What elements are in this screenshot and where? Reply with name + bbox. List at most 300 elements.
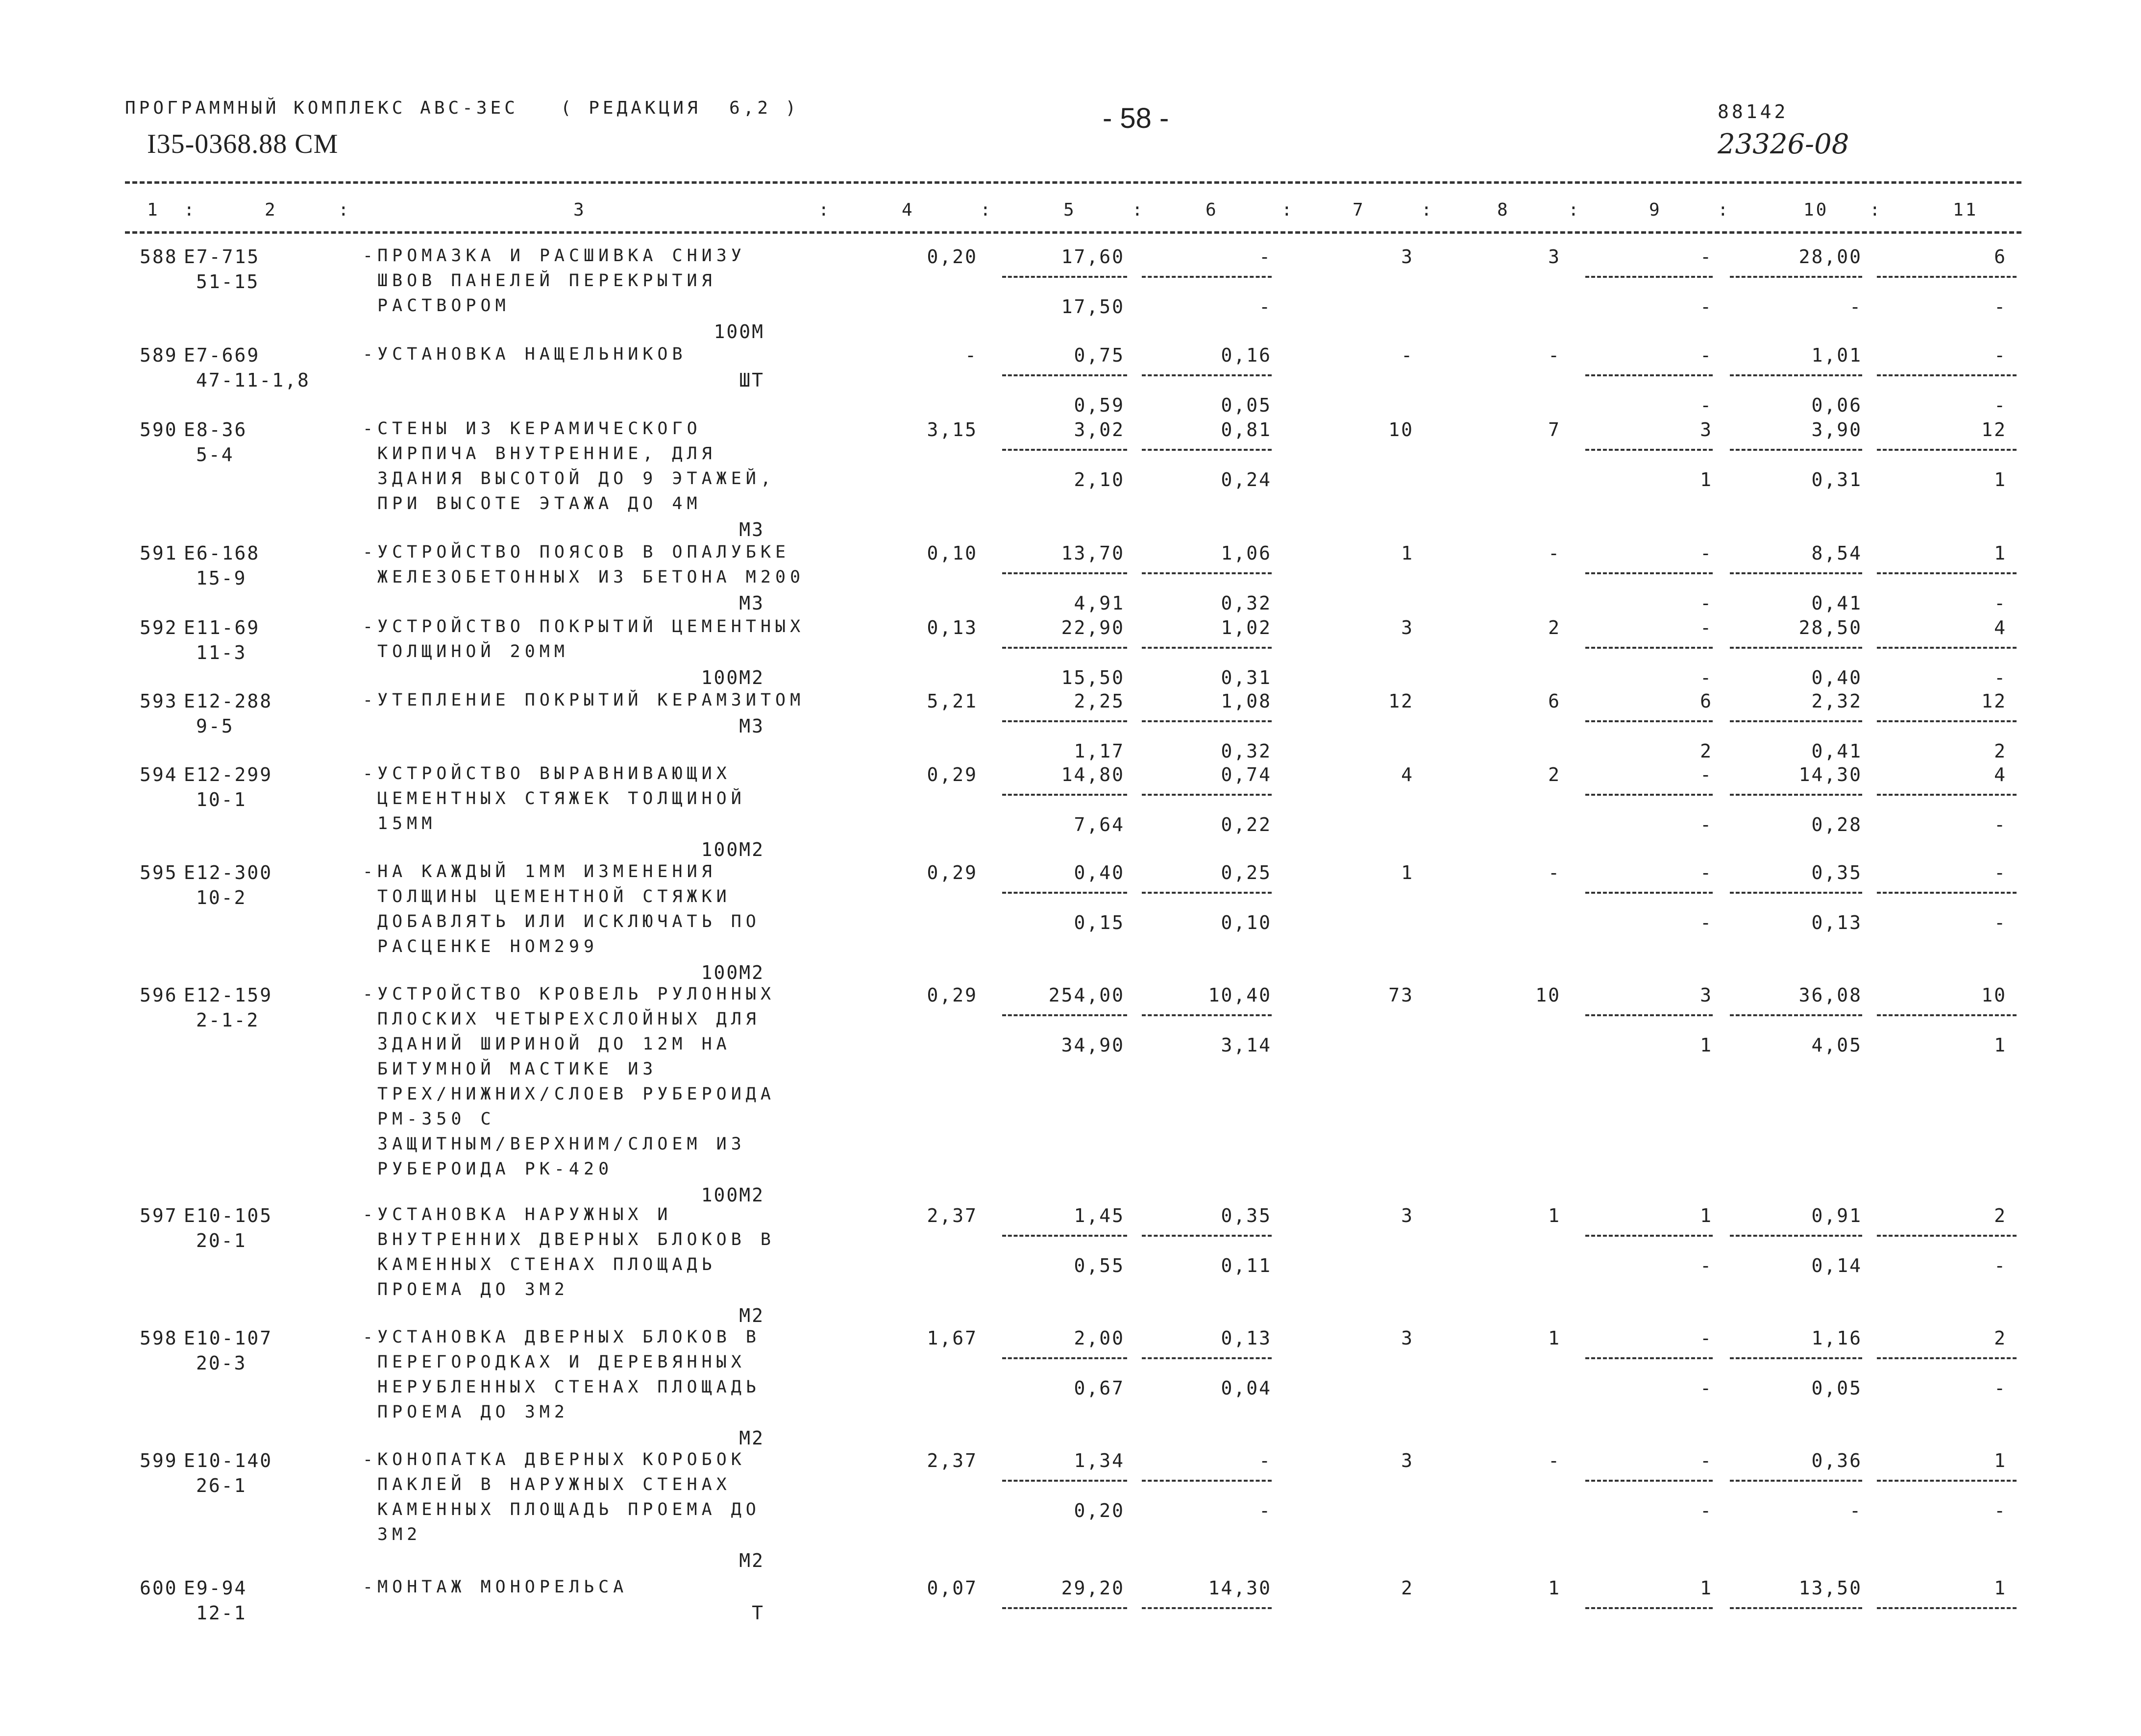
column-header-10: 10: [1803, 200, 1829, 220]
col-5-lower-value: 17,50: [1061, 296, 1125, 318]
column-separator: :: [980, 200, 991, 220]
col-9-value: -: [1700, 617, 1713, 638]
col-5-value: 29,20: [1061, 1577, 1125, 1599]
work-description-line: РАСЦЕНКЕ НОМ299: [377, 937, 599, 956]
value-separator-line: [1877, 374, 2017, 376]
header-bottom-rule: [125, 231, 2021, 234]
row-number: 593: [140, 690, 178, 712]
header-top-rule: [125, 181, 2021, 184]
rate-code: 10-1: [196, 789, 247, 810]
value-separator-line: [1002, 1607, 1127, 1609]
value-separator-line: [1877, 572, 2017, 574]
col-9-value: 3: [1700, 984, 1713, 1006]
work-description-line: ЗДАНИЙ ШИРИНОЙ ДО 12М НА: [377, 1034, 731, 1054]
col-11-value: -: [1994, 344, 2007, 366]
col-7-value: 73: [1388, 984, 1414, 1006]
work-description-line: РУБЕРОИДА РК-420: [377, 1159, 614, 1179]
unit-of-measure: М2: [739, 1305, 764, 1326]
col-10-value: 1,16: [1811, 1327, 1862, 1349]
col-11-lower-value: 1: [1994, 1034, 2007, 1056]
column-separator: :: [338, 200, 349, 220]
col-5-lower-value: 0,55: [1074, 1255, 1125, 1276]
col-8-value: 2: [1548, 764, 1561, 785]
rate-code: Е12-299: [184, 764, 273, 785]
col-7-value: 3: [1401, 1327, 1414, 1349]
col-7-value: 12: [1388, 690, 1414, 712]
col-10-value: 28,50: [1798, 617, 1862, 638]
value-separator-line: [1730, 1235, 1862, 1237]
unit-of-measure: М2: [739, 1427, 764, 1449]
column-header-5: 5: [1063, 200, 1076, 220]
col-6-value: 10,40: [1208, 984, 1272, 1006]
col-6-value: 0,81: [1221, 419, 1272, 440]
work-description-line: ДОБАВЛЯТЬ ИЛИ ИСКЛЮЧАТЬ ПО: [377, 912, 761, 931]
col-5-lower-value: 0,20: [1074, 1500, 1125, 1521]
col-5-value: 2,25: [1074, 690, 1125, 712]
value-separator-line: [1730, 1014, 1862, 1016]
col-6-value: 1,08: [1221, 690, 1272, 712]
col-5-value: 1,34: [1074, 1450, 1125, 1471]
rate-code: Е8-36: [184, 419, 247, 440]
rate-code: 9-5: [196, 715, 234, 737]
unit-of-measure: М3: [739, 592, 764, 614]
row-number: 588: [140, 246, 178, 268]
work-description-line: ПАКЛЕЙ В НАРУЖНЫХ СТЕНАХ: [377, 1475, 731, 1494]
col-5-lower-value: 34,90: [1061, 1034, 1125, 1056]
work-description-line: ПЕРЕГОРОДКАХ И ДЕРЕВЯННЫХ: [377, 1352, 746, 1372]
row-number: 600: [140, 1577, 178, 1599]
col-9-value: 1: [1700, 1205, 1713, 1226]
col-8-value: 7: [1548, 419, 1561, 440]
col-10-value: 13,50: [1798, 1577, 1862, 1599]
value-separator-line: [1142, 374, 1272, 376]
value-separator-line: [1585, 720, 1713, 722]
program-title: ПРОГРАММНЫЙ КОМПЛЕКС АВС-ЗЕС ( РЕДАКЦИЯ 6,2 ): [125, 98, 800, 118]
col-10-value: 28,00: [1798, 246, 1862, 268]
col-11-lower-value: -: [1994, 912, 2007, 933]
col-8-value: 1: [1548, 1205, 1561, 1226]
col-4-value: 2,37: [927, 1205, 978, 1226]
col-6-lower-value: 0,32: [1221, 740, 1272, 762]
unit-of-measure: 100М2: [701, 962, 764, 983]
work-description-line: НЕРУБЛЕННЫХ СТЕНАХ ПЛОЩАДЬ: [377, 1377, 761, 1397]
col-4-value: 0,20: [927, 246, 978, 268]
col-6-lower-value: 0,24: [1221, 469, 1272, 490]
rate-code: 47-11-1,8: [196, 369, 310, 391]
work-description-line: КАМЕННЫХ ПЛОЩАДЬ ПРОЕМА ДО: [377, 1500, 761, 1519]
column-header-11: 11: [1953, 200, 1978, 220]
row-number: 589: [140, 344, 178, 366]
col-9-lower-value: -: [1700, 667, 1713, 688]
col-9-value: 6: [1700, 690, 1713, 712]
column-separator: :: [1568, 200, 1579, 220]
row-number: 590: [140, 419, 178, 440]
value-separator-line: [1585, 572, 1713, 574]
value-separator-line: [1002, 449, 1127, 451]
value-separator-line: [1877, 1014, 2017, 1016]
col-10-lower-value: 0,06: [1811, 394, 1862, 416]
rate-code: Е10-140: [184, 1450, 273, 1471]
col-9-lower-value: -: [1700, 912, 1713, 933]
value-separator-line: [1877, 1480, 2017, 1482]
column-separator: :: [1281, 200, 1292, 220]
rate-code: Е10-107: [184, 1327, 273, 1349]
col-6-lower-value: 0,22: [1221, 814, 1272, 835]
col-11-value: 4: [1994, 764, 2007, 785]
col-10-value: 0,35: [1811, 862, 1862, 883]
col-11-lower-value: -: [1994, 394, 2007, 416]
value-separator-line: [1730, 1607, 1862, 1609]
col-5-lower-value: 0,67: [1074, 1377, 1125, 1399]
rate-code: Е12-300: [184, 862, 273, 883]
value-separator-line: [1585, 892, 1713, 894]
col-6-value: 0,13: [1221, 1327, 1272, 1349]
col-7-value: 10: [1388, 419, 1414, 440]
col-9-value: -: [1700, 1327, 1713, 1349]
work-description-line: -УСТАНОВКА НАЩЕЛЬНИКОВ: [363, 344, 687, 364]
col-10-lower-value: 0,41: [1811, 592, 1862, 614]
col-9-lower-value: 1: [1700, 469, 1713, 490]
value-separator-line: [1002, 1480, 1127, 1482]
col-5-value: 0,75: [1074, 344, 1125, 366]
col-11-value: 1: [1994, 542, 2007, 564]
value-separator-line: [1585, 276, 1713, 278]
col-6-lower-value: -: [1259, 296, 1272, 318]
value-separator-line: [1730, 374, 1862, 376]
col-11-value: 6: [1994, 246, 2007, 268]
value-separator-line: [1730, 892, 1862, 894]
rate-code: Е12-159: [184, 984, 273, 1006]
col-5-lower-value: 0,15: [1074, 912, 1125, 933]
work-description-line: ВНУТРЕННИХ ДВЕРНЫХ БЛОКОВ В: [377, 1230, 775, 1249]
work-description-line: ТРЕХ/НИЖНИХ/СЛОЕВ РУБЕРОИДА: [377, 1084, 775, 1104]
col-10-value: 2,32: [1811, 690, 1862, 712]
col-10-lower-value: 0,14: [1811, 1255, 1862, 1276]
col-11-value: 1: [1994, 1577, 2007, 1599]
value-separator-line: [1585, 449, 1713, 451]
work-description-line: ЦЕМЕНТНЫХ СТЯЖЕК ТОЛЩИНОЙ: [377, 789, 746, 808]
col-6-value: -: [1259, 246, 1272, 268]
col-5-lower-value: 7,64: [1074, 814, 1125, 835]
col-8-value: 6: [1548, 690, 1561, 712]
column-separator: :: [1132, 200, 1143, 220]
col-9-lower-value: -: [1700, 814, 1713, 835]
col-9-value: -: [1700, 542, 1713, 564]
column-separator: :: [1870, 200, 1880, 220]
work-description-line: ТОЛЩИНЫ ЦЕМЕНТНОЙ СТЯЖКИ: [377, 887, 731, 906]
value-separator-line: [1002, 276, 1127, 278]
col-4-value: 0,07: [927, 1577, 978, 1599]
col-11-lower-value: -: [1994, 1500, 2007, 1521]
handwritten-number: 23326-08: [1718, 128, 1849, 160]
column-separator: :: [818, 200, 829, 220]
col-6-value: 0,25: [1221, 862, 1272, 883]
value-separator-line: [1877, 449, 2017, 451]
unit-of-measure: М3: [739, 715, 764, 737]
column-header-8: 8: [1497, 200, 1510, 220]
column-header-4: 4: [902, 200, 914, 220]
value-separator-line: [1002, 1357, 1127, 1359]
col-5-lower-value: 1,17: [1074, 740, 1125, 762]
col-6-value: 1,02: [1221, 617, 1272, 638]
col-10-value: 36,08: [1798, 984, 1862, 1006]
work-description-line: -УСТАНОВКА НАРУЖНЫХ И: [363, 1205, 672, 1224]
value-separator-line: [1730, 647, 1862, 649]
value-separator-line: [1142, 1014, 1272, 1016]
col-11-lower-value: 2: [1994, 740, 2007, 762]
col-5-value: 1,45: [1074, 1205, 1125, 1226]
work-description-line: 15ММ: [377, 814, 437, 833]
col-11-value: 12: [1981, 690, 2007, 712]
unit-of-measure: М3: [739, 519, 764, 540]
col-5-value: 17,60: [1061, 246, 1125, 268]
work-description-line: ЗДАНИЯ ВЫСОТОЙ ДО 9 ЭТАЖЕЙ,: [377, 469, 775, 489]
col-6-lower-value: 0,11: [1221, 1255, 1272, 1276]
col-9-lower-value: 1: [1700, 1034, 1713, 1056]
value-separator-line: [1585, 1480, 1713, 1482]
row-number: 599: [140, 1450, 178, 1471]
value-separator-line: [1730, 1480, 1862, 1482]
value-separator-line: [1002, 720, 1127, 722]
col-10-lower-value: -: [1849, 1500, 1862, 1521]
col-9-lower-value: -: [1700, 1377, 1713, 1399]
col-7-value: 3: [1401, 1450, 1414, 1471]
col-10-value: 0,91: [1811, 1205, 1862, 1226]
col-8-value: 1: [1548, 1577, 1561, 1599]
unit-of-measure: 100М: [714, 321, 764, 342]
col-11-value: 10: [1981, 984, 2007, 1006]
col-9-value: -: [1700, 344, 1713, 366]
col-4-value: 0,29: [927, 984, 978, 1006]
value-separator-line: [1877, 647, 2017, 649]
value-separator-line: [1002, 572, 1127, 574]
work-description-line: ПРИ ВЫСОТЕ ЭТАЖА ДО 4М: [377, 494, 702, 513]
work-description-line: -НА КАЖДЫЙ 1ММ ИЗМЕНЕНИЯ: [363, 862, 716, 881]
col-11-lower-value: 1: [1994, 469, 2007, 490]
rate-code: 26-1: [196, 1475, 247, 1496]
unit-of-measure: 100М2: [701, 1184, 764, 1206]
rate-code: 2-1-2: [196, 1009, 260, 1031]
col-4-value: 0,29: [927, 862, 978, 883]
col-5-value: 0,40: [1074, 862, 1125, 883]
col-4-value: 0,10: [927, 542, 978, 564]
col-7-value: 2: [1401, 1577, 1414, 1599]
col-4-value: 3,15: [927, 419, 978, 440]
rate-code: Е10-105: [184, 1205, 273, 1226]
column-header-7: 7: [1353, 200, 1365, 220]
col-10-lower-value: -: [1849, 296, 1862, 318]
col-11-lower-value: -: [1994, 1255, 2007, 1276]
col-6-value: 0,16: [1221, 344, 1272, 366]
value-separator-line: [1877, 1235, 2017, 1237]
col-7-value: 1: [1401, 862, 1414, 883]
col-11-value: 1: [1994, 1450, 2007, 1471]
col-9-value: -: [1700, 764, 1713, 785]
row-number: 594: [140, 764, 178, 785]
work-description-line: ЗАЩИТНЫМ/ВЕРХНИМ/СЛОЕМ ИЗ: [377, 1134, 746, 1154]
col-11-value: 12: [1981, 419, 2007, 440]
col-6-lower-value: 0,31: [1221, 667, 1272, 688]
col-6-value: 1,06: [1221, 542, 1272, 564]
col-7-value: 1: [1401, 542, 1414, 564]
col-4-value: 2,37: [927, 1450, 978, 1471]
row-number: 598: [140, 1327, 178, 1349]
rate-code: Е12-288: [184, 690, 273, 712]
value-separator-line: [1585, 1607, 1713, 1609]
col-5-value: 254,00: [1048, 984, 1125, 1006]
unit-of-measure: 100М2: [701, 839, 764, 860]
col-6-lower-value: 0,05: [1221, 394, 1272, 416]
col-9-lower-value: -: [1700, 296, 1713, 318]
col-8-value: 1: [1548, 1327, 1561, 1349]
col-9-lower-value: -: [1700, 1255, 1713, 1276]
value-separator-line: [1142, 449, 1272, 451]
col-5-value: 14,80: [1061, 764, 1125, 785]
rate-code: Е9-94: [184, 1577, 247, 1599]
col-6-value: 14,30: [1208, 1577, 1272, 1599]
row-number: 591: [140, 542, 178, 564]
col-6-lower-value: -: [1259, 1500, 1272, 1521]
col-11-lower-value: -: [1994, 296, 2007, 318]
col-11-lower-value: -: [1994, 814, 2007, 835]
document-code: I35-0368.88 СМ: [147, 129, 339, 159]
row-number: 592: [140, 617, 178, 638]
row-number: 595: [140, 862, 178, 883]
work-description-line: ПРОЕМА ДО 3М2: [377, 1402, 569, 1422]
rate-code: Е6-168: [184, 542, 260, 564]
value-separator-line: [1142, 572, 1272, 574]
column-header-2: 2: [265, 200, 277, 220]
column-separator: :: [1718, 200, 1728, 220]
unit-of-measure: ШТ: [739, 369, 764, 391]
col-10-lower-value: 0,05: [1811, 1377, 1862, 1399]
value-separator-line: [1877, 720, 2017, 722]
value-separator-line: [1002, 1014, 1127, 1016]
work-description-line: -УСТРОЙСТВО ВЫРАВНИВАЮЩИХ: [363, 764, 731, 783]
value-separator-line: [1142, 647, 1272, 649]
col-9-value: 3: [1700, 419, 1713, 440]
work-description-line: ШВОВ ПАНЕЛЕЙ ПЕРЕКРЫТИЯ: [377, 271, 716, 291]
col-9-value: -: [1700, 862, 1713, 883]
value-separator-line: [1585, 647, 1713, 649]
col-9-lower-value: -: [1700, 1500, 1713, 1521]
rate-code: 15-9: [196, 567, 247, 589]
rate-code: 20-3: [196, 1352, 247, 1374]
page-number: - 58 -: [1103, 102, 1169, 134]
rate-code: Е7-669: [184, 344, 260, 366]
col-10-lower-value: 0,41: [1811, 740, 1862, 762]
value-separator-line: [1002, 647, 1127, 649]
row-number: 597: [140, 1205, 178, 1226]
col-8-value: -: [1548, 862, 1561, 883]
work-description-line: -МОНТАЖ МОНОРЕЛЬСА: [363, 1577, 628, 1597]
col-4-value: 1,67: [927, 1327, 978, 1349]
value-separator-line: [1877, 1357, 2017, 1359]
column-header-1: 1: [147, 200, 160, 220]
col-5-value: 13,70: [1061, 542, 1125, 564]
col-7-value: 3: [1401, 617, 1414, 638]
value-separator-line: [1142, 1480, 1272, 1482]
col-5-value: 22,90: [1061, 617, 1125, 638]
value-separator-line: [1585, 1357, 1713, 1359]
value-separator-line: [1002, 374, 1127, 376]
col-7-value: 4: [1401, 764, 1414, 785]
value-separator-line: [1142, 1607, 1272, 1609]
col-9-value: 1: [1700, 1577, 1713, 1599]
col-9-lower-value: 2: [1700, 740, 1713, 762]
work-description-line: ПЛОСКИХ ЧЕТЫРЕХСЛОЙНЫХ ДЛЯ: [377, 1009, 761, 1029]
col-6-value: 0,35: [1221, 1205, 1272, 1226]
value-separator-line: [1142, 1235, 1272, 1237]
col-7-value: 3: [1401, 1205, 1414, 1226]
value-separator-line: [1585, 1235, 1713, 1237]
col-11-value: 2: [1994, 1205, 2007, 1226]
col-4-value: 0,13: [927, 617, 978, 638]
col-8-value: 3: [1548, 246, 1561, 268]
col-11-value: 4: [1994, 617, 2007, 638]
col-5-lower-value: 15,50: [1061, 667, 1125, 688]
col-10-value: 14,30: [1798, 764, 1862, 785]
col-10-lower-value: 0,31: [1811, 469, 1862, 490]
work-description-line: ТОЛЩИНОЙ 20ММ: [377, 642, 569, 661]
rate-code: 11-3: [196, 642, 247, 663]
work-description-line: -СТЕНЫ ИЗ КЕРАМИЧЕСКОГО: [363, 419, 702, 439]
col-5-value: 3,02: [1074, 419, 1125, 440]
col-8-value: -: [1548, 344, 1561, 366]
work-description-line: -УСТРОЙСТВО ПОКРЫТИЙ ЦЕМЕНТНЫХ: [363, 617, 805, 636]
column-header-9: 9: [1649, 200, 1662, 220]
col-11-lower-value: -: [1994, 1377, 2007, 1399]
col-6-lower-value: 0,10: [1221, 912, 1272, 933]
rate-code: 12-1: [196, 1602, 247, 1624]
value-separator-line: [1730, 720, 1862, 722]
col-10-value: 3,90: [1811, 419, 1862, 440]
col-5-lower-value: 0,59: [1074, 394, 1125, 416]
work-description-line: РАСТВОРОМ: [377, 296, 510, 316]
col-8-value: -: [1548, 1450, 1561, 1471]
unit-of-measure: Т: [752, 1602, 764, 1624]
col-5-lower-value: 4,91: [1074, 592, 1125, 614]
col-6-lower-value: 0,32: [1221, 592, 1272, 614]
value-separator-line: [1585, 794, 1713, 796]
work-description-line: 3М2: [377, 1525, 422, 1544]
col-5-lower-value: 2,10: [1074, 469, 1125, 490]
unit-of-measure: 100М2: [701, 667, 764, 688]
col-11-value: -: [1994, 862, 2007, 883]
column-separator: :: [184, 200, 195, 220]
col-6-value: -: [1259, 1450, 1272, 1471]
column-separator: :: [1421, 200, 1432, 220]
value-separator-line: [1730, 449, 1862, 451]
value-separator-line: [1877, 892, 2017, 894]
col-6-lower-value: 3,14: [1221, 1034, 1272, 1056]
col-6-value: 0,74: [1221, 764, 1272, 785]
value-separator-line: [1142, 720, 1272, 722]
col-8-value: 10: [1535, 984, 1561, 1006]
work-description-line: КАМЕННЫХ СТЕНАХ ПЛОЩАДЬ: [377, 1255, 716, 1274]
rate-code: 51-15: [196, 271, 260, 293]
value-separator-line: [1002, 794, 1127, 796]
value-separator-line: [1730, 276, 1862, 278]
col-4-value: 0,29: [927, 764, 978, 785]
col-9-lower-value: -: [1700, 592, 1713, 614]
catalog-code: 88142: [1718, 101, 1789, 122]
col-10-value: 1,01: [1811, 344, 1862, 366]
work-description-line: -УСТРОЙСТВО ПОЯСОВ В ОПАЛУБКЕ: [363, 542, 790, 562]
col-10-lower-value: 0,40: [1811, 667, 1862, 688]
col-9-lower-value: -: [1700, 394, 1713, 416]
col-10-value: 0,36: [1811, 1450, 1862, 1471]
